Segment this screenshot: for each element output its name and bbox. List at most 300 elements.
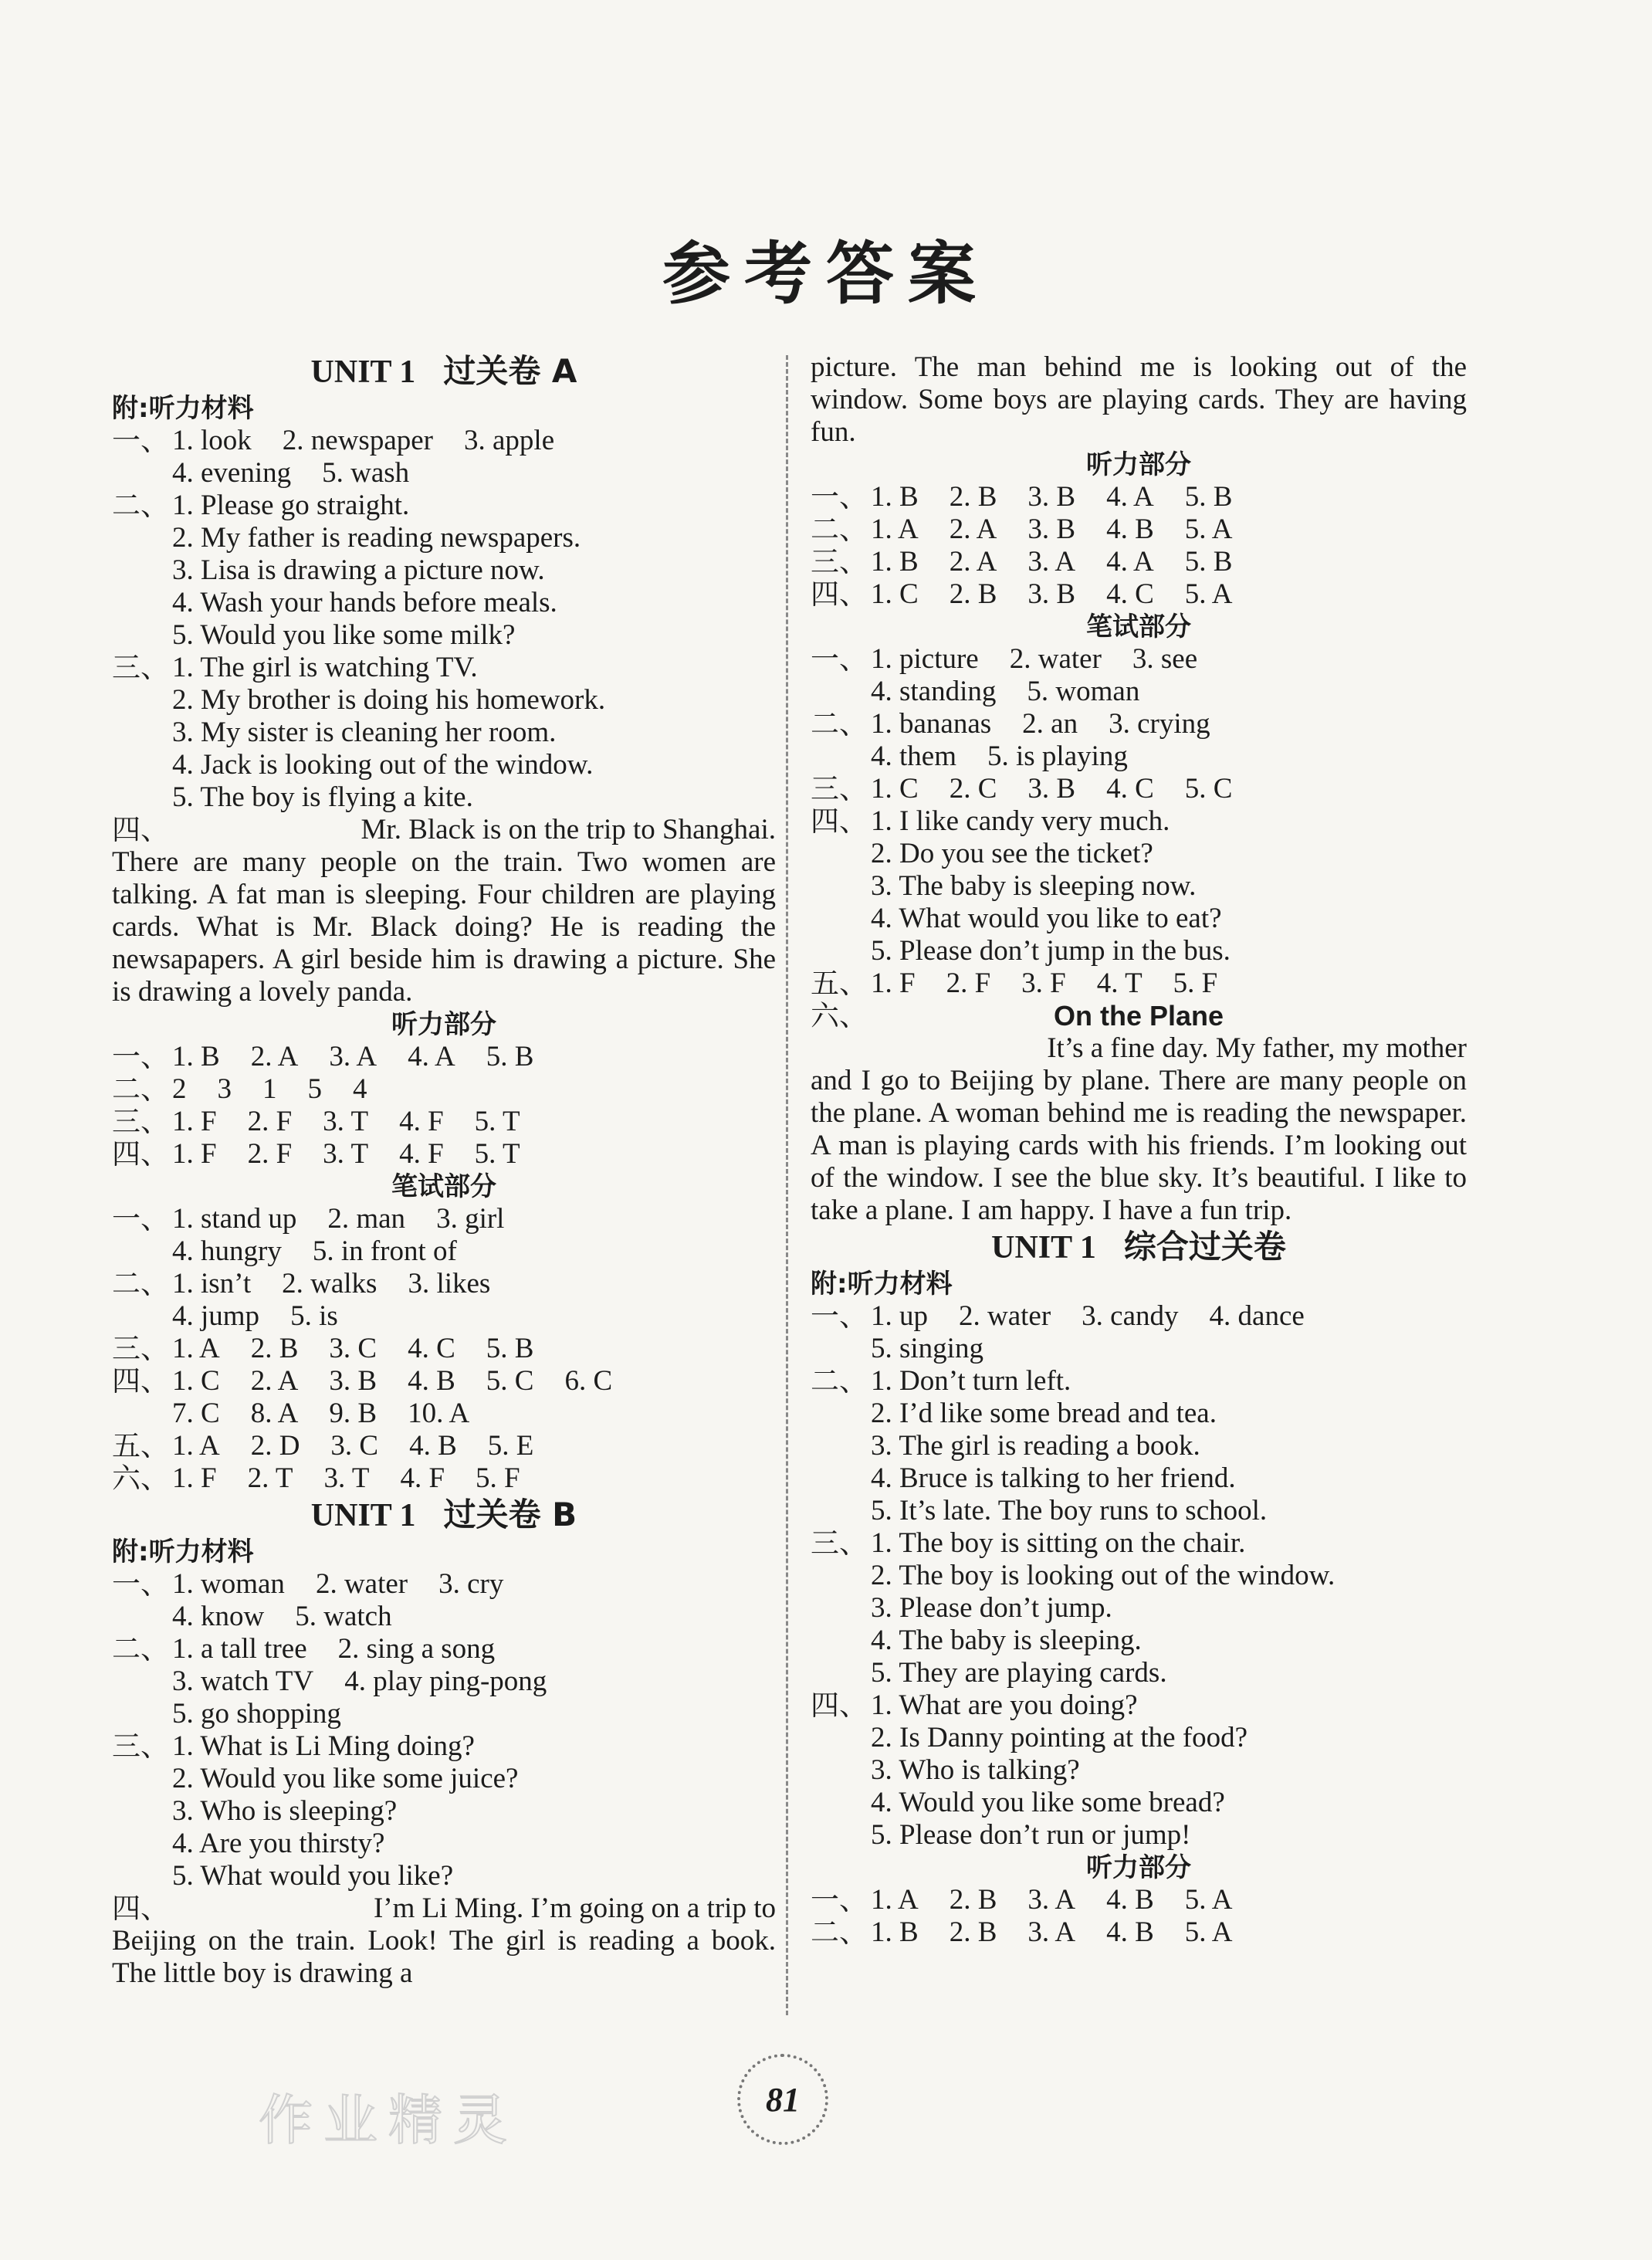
answer-item: 5. singing bbox=[871, 1333, 983, 1364]
unit-name: UNIT 1 bbox=[310, 354, 416, 390]
watermark-logo: 作业精灵 bbox=[259, 2089, 518, 2152]
section-heading: 听力部分 bbox=[391, 1009, 496, 1040]
answer-item: 5. C bbox=[1184, 773, 1233, 805]
answer-item: 5. What would you like? bbox=[172, 1860, 454, 1892]
answer-item: 1. woman bbox=[172, 1568, 285, 1600]
answer-item: 2. man bbox=[327, 1203, 406, 1235]
answer-item: 4. C bbox=[1106, 773, 1154, 805]
answer-item: 5. Please don’t run or jump! bbox=[871, 1819, 1191, 1851]
answer-item: 2. C bbox=[949, 773, 997, 805]
passage-text: There are many people on the train. Two women are talking. A fat man is sleeping. Four children are playing cards. What is Mr. Black doing? He is reading the newsapapers. A girl beside him is drawing a picture. She is drawing a lovely panda. bbox=[112, 846, 776, 1008]
answer-item: 1. F bbox=[172, 1106, 217, 1137]
answer-items bbox=[871, 643, 1228, 676]
answer-item: 2. B bbox=[949, 578, 997, 610]
answer-item: 5. watch bbox=[295, 1601, 392, 1632]
answer-row bbox=[811, 481, 1467, 513]
answer-row bbox=[811, 1300, 1467, 1333]
section-heading: 笔试部分 bbox=[1086, 612, 1191, 642]
answer-item: 4. Are you thirsty? bbox=[172, 1828, 385, 1859]
answer-item: 3. A bbox=[329, 1041, 377, 1072]
answer-items bbox=[172, 425, 585, 457]
answer-item: 4. hungry bbox=[172, 1235, 282, 1267]
answer-row bbox=[112, 1730, 776, 1763]
answer-row bbox=[112, 1430, 776, 1462]
answer-row-continued bbox=[811, 1462, 1467, 1495]
answer-item: 5. go shopping bbox=[172, 1698, 341, 1730]
answer-item: 4. C bbox=[1106, 578, 1154, 610]
answer-item: 3. A bbox=[1027, 546, 1076, 578]
answer-row-continued bbox=[112, 1828, 776, 1860]
question-marker: 二、 bbox=[811, 1364, 868, 1398]
answer-row bbox=[811, 1916, 1467, 1949]
answer-row-continued bbox=[811, 676, 1467, 708]
answer-item: 1. Please go straight. bbox=[172, 490, 410, 521]
answer-row-continued bbox=[811, 1657, 1467, 1689]
question-marker: 五、 bbox=[112, 1429, 169, 1462]
question-marker: 六、 bbox=[112, 1462, 169, 1495]
answer-item: 3. B bbox=[1027, 481, 1076, 513]
answer-item: 1. stand up bbox=[172, 1203, 297, 1235]
question-marker: 三、 bbox=[112, 1105, 169, 1138]
answer-item: 5. T bbox=[474, 1106, 520, 1137]
question-marker: 一、 bbox=[112, 424, 169, 457]
question-marker: 二、 bbox=[112, 489, 169, 522]
answer-row-continued bbox=[112, 1665, 776, 1698]
answer-item: 1. C bbox=[871, 773, 919, 805]
answer-item: 4. standing bbox=[871, 676, 997, 707]
answer-item: 2. B bbox=[949, 1916, 997, 1948]
section-heading: 听力部分 bbox=[1086, 449, 1191, 480]
answer-item: 2. A bbox=[250, 1041, 299, 1072]
question-marker: 二、 bbox=[811, 513, 868, 546]
question-marker: 三、 bbox=[112, 1730, 169, 1763]
answer-item: 5. C bbox=[486, 1365, 534, 1397]
question-marker: 二、 bbox=[112, 1072, 169, 1106]
answer-items bbox=[871, 1365, 1102, 1398]
answer-row bbox=[112, 1365, 776, 1398]
question-marker bbox=[811, 1032, 871, 1065]
passage-text: Beijing on the train. Look! The girl is reading a book. The little boy is drawing a bbox=[112, 1925, 776, 1989]
question-marker: 一、 bbox=[112, 1567, 169, 1601]
answer-item: 1. C bbox=[172, 1365, 220, 1397]
answer-row bbox=[811, 546, 1467, 578]
answer-row bbox=[112, 1268, 776, 1300]
answer-item: 3. Lisa is drawing a picture now. bbox=[172, 554, 545, 586]
answer-item: 5. E bbox=[487, 1430, 534, 1462]
passage bbox=[112, 1892, 776, 1990]
answer-item: 3. B bbox=[329, 1365, 377, 1397]
listening-material-label: 附:听力材料 bbox=[811, 1269, 953, 1299]
answer-item: 5. woman bbox=[1027, 676, 1140, 707]
answer-row bbox=[811, 513, 1467, 546]
answer-item: 4. evening bbox=[172, 457, 292, 489]
answer-row bbox=[811, 1365, 1467, 1398]
answer-item: 4. F bbox=[400, 1462, 445, 1494]
unit-subtitle: 过关卷 B bbox=[443, 1496, 577, 1533]
answer-item: 5. A bbox=[1184, 1884, 1233, 1916]
question-marker: 六、 bbox=[811, 999, 868, 1032]
question-marker: 三、 bbox=[811, 772, 868, 805]
listening-material-label: 附:听力材料 bbox=[112, 393, 254, 424]
answer-row-continued bbox=[811, 1787, 1467, 1819]
passage bbox=[811, 351, 1467, 449]
answer-items bbox=[172, 1365, 643, 1398]
unit-heading bbox=[112, 351, 776, 392]
answer-row-continued bbox=[811, 1333, 1467, 1365]
question-marker: 四、 bbox=[112, 1364, 169, 1398]
answer-row-continued bbox=[112, 1698, 776, 1730]
answer-items bbox=[871, 578, 1263, 611]
answer-item: 4. A bbox=[408, 1041, 455, 1072]
answer-row bbox=[112, 1462, 776, 1495]
passage-first-line bbox=[112, 814, 776, 846]
answer-row-continued bbox=[811, 1819, 1467, 1852]
answer-item: 1. The boy is sitting on the chair. bbox=[871, 1527, 1246, 1559]
answer-item: 2. My father is reading newspapers. bbox=[172, 522, 581, 554]
answer-items bbox=[871, 1300, 1335, 1333]
question-marker: 三、 bbox=[811, 1526, 868, 1560]
answer-item: 1. A bbox=[172, 1430, 220, 1462]
answer-item: 3. Who is sleeping? bbox=[172, 1795, 398, 1827]
answer-items bbox=[172, 1268, 521, 1300]
answer-item: 3. likes bbox=[408, 1268, 491, 1299]
answer-items bbox=[871, 1527, 1276, 1560]
answer-items bbox=[871, 481, 1263, 513]
answer-item: 5. B bbox=[1184, 481, 1233, 513]
answer-items bbox=[172, 1462, 551, 1495]
answer-item: 3. B bbox=[1027, 513, 1076, 545]
answer-row-continued bbox=[112, 717, 776, 749]
answer-item: 4. A bbox=[1106, 481, 1154, 513]
story-title: On the Plane bbox=[1053, 1000, 1224, 1032]
answer-item: 1. B bbox=[871, 1916, 919, 1948]
answer-item: 2. water bbox=[959, 1300, 1051, 1332]
question-marker: 四、 bbox=[112, 1137, 169, 1171]
answer-item: 6. C bbox=[564, 1365, 613, 1397]
answer-items bbox=[172, 1633, 526, 1665]
answer-item: 2. D bbox=[250, 1430, 300, 1462]
question-marker: 四、 bbox=[112, 813, 169, 846]
passage bbox=[112, 814, 776, 1008]
answer-item: 4. dance bbox=[1209, 1300, 1305, 1332]
answer-item: 2. The boy is looking out of the window. bbox=[871, 1560, 1335, 1591]
answer-row-continued bbox=[112, 587, 776, 619]
answer-row-continued bbox=[811, 1430, 1467, 1462]
answer-row bbox=[811, 773, 1467, 805]
answer-item: 3. B bbox=[1027, 773, 1076, 805]
answer-items bbox=[172, 1730, 506, 1763]
answer-item: 1. picture bbox=[871, 643, 979, 675]
answer-item: 5. wash bbox=[322, 457, 410, 489]
answer-item: 2. Is Danny pointing at the food? bbox=[871, 1722, 1248, 1753]
answer-item: 1. look bbox=[172, 425, 252, 456]
answer-item: 3. see bbox=[1132, 643, 1198, 675]
answer-item: 2. sing a song bbox=[337, 1633, 496, 1665]
answer-item: 3. A bbox=[1027, 1916, 1076, 1948]
answer-item: 2. B bbox=[949, 1884, 997, 1916]
answer-item: 1. up bbox=[871, 1300, 928, 1332]
answer-item: 4. them bbox=[871, 740, 956, 772]
answer-item: 2. water bbox=[1009, 643, 1102, 675]
answer-item: 3. A bbox=[1027, 1884, 1076, 1916]
answer-item: 5. is playing bbox=[987, 740, 1128, 772]
answer-row-continued bbox=[811, 1495, 1467, 1527]
answer-row bbox=[811, 805, 1467, 838]
answer-row-continued bbox=[811, 1398, 1467, 1430]
answer-items bbox=[871, 1916, 1263, 1949]
answer-item: 1. F bbox=[172, 1462, 217, 1494]
answer-item: 1. The girl is watching TV. bbox=[172, 652, 478, 683]
answer-item: 3. T bbox=[323, 1106, 369, 1137]
answer-item: 3. candy bbox=[1082, 1300, 1179, 1332]
unit-subtitle: 综合过关卷 bbox=[1123, 1228, 1286, 1266]
answer-item: 2. newspaper bbox=[282, 425, 433, 456]
unit-subtitle: 过关卷 A bbox=[443, 352, 577, 390]
answer-item: 4. B bbox=[409, 1430, 457, 1462]
answer-item: 2. T bbox=[247, 1462, 293, 1494]
answer-row-continued bbox=[811, 1592, 1467, 1625]
answer-item: 1. B bbox=[871, 546, 919, 578]
answer-item: 2. A bbox=[250, 1365, 299, 1397]
answer-item: 1. A bbox=[871, 1884, 919, 1916]
question-marker: 二、 bbox=[811, 1916, 868, 1949]
passage bbox=[811, 1032, 1467, 1227]
answer-item: 4. What would you like to eat? bbox=[871, 903, 1222, 934]
answer-row bbox=[112, 1106, 776, 1138]
answer-row bbox=[112, 1138, 776, 1171]
answer-item: 3. My sister is cleaning her room. bbox=[172, 717, 557, 748]
answer-item: 1. F bbox=[172, 1138, 217, 1170]
question-marker: 二、 bbox=[112, 1267, 169, 1300]
answer-item: 3 bbox=[217, 1073, 232, 1105]
answer-item: 3. Who is talking? bbox=[871, 1754, 1080, 1786]
answer-items bbox=[871, 1884, 1263, 1916]
answer-item: 4. play ping-pong bbox=[344, 1665, 547, 1697]
answer-item: 4. F bbox=[399, 1106, 444, 1137]
answer-items bbox=[172, 1041, 564, 1073]
answer-row bbox=[811, 708, 1467, 740]
passage-text: picture. The man behind me is looking out of the window. Some boys are playing cards. They are having fun. bbox=[811, 351, 1467, 448]
question-marker: 四、 bbox=[811, 805, 868, 838]
answer-items bbox=[871, 513, 1263, 546]
answer-item: 4. B bbox=[1106, 1916, 1154, 1948]
answer-item: 5. They are playing cards. bbox=[871, 1657, 1167, 1689]
answer-items bbox=[172, 1138, 551, 1171]
answer-item: 4. Bruce is talking to her friend. bbox=[871, 1462, 1236, 1494]
answer-item: 4. F bbox=[399, 1138, 444, 1170]
answer-row bbox=[112, 1568, 776, 1601]
unit-heading bbox=[811, 1227, 1467, 1268]
answer-item: 4. A bbox=[1106, 546, 1154, 578]
answer-row-continued bbox=[811, 740, 1467, 773]
answer-items bbox=[172, 1333, 564, 1365]
question-marker: 四、 bbox=[811, 578, 868, 611]
answer-item: 1. B bbox=[172, 1041, 220, 1072]
answer-item: 4. Would you like some bread? bbox=[871, 1787, 1225, 1818]
answer-row bbox=[811, 1884, 1467, 1916]
answer-row bbox=[112, 1041, 776, 1073]
answer-row-continued bbox=[811, 838, 1467, 870]
answer-item: 2. My brother is doing his homework. bbox=[172, 684, 606, 716]
question-marker: 四、 bbox=[112, 1892, 169, 1925]
answer-item: 8. A bbox=[250, 1398, 299, 1429]
answer-item: 3. F bbox=[1021, 967, 1066, 999]
answer-row-continued bbox=[112, 1601, 776, 1633]
answer-items bbox=[172, 1568, 534, 1601]
answer-row-continued bbox=[811, 1754, 1467, 1787]
answer-row bbox=[112, 652, 776, 684]
answer-row-continued bbox=[112, 554, 776, 587]
answer-row bbox=[811, 643, 1467, 676]
answer-row-continued bbox=[112, 684, 776, 717]
answer-item: 3. The baby is sleeping now. bbox=[871, 870, 1197, 902]
question-marker: 二、 bbox=[112, 1632, 169, 1665]
answer-items bbox=[172, 1203, 535, 1235]
answer-items bbox=[871, 708, 1241, 740]
answer-item: 1. F bbox=[871, 967, 916, 999]
page-number: 81 bbox=[737, 2054, 828, 2145]
answer-item: 5. B bbox=[486, 1041, 534, 1072]
passage-text: and I go to Beijing by plane. There are many people on the plane. A woman behind me is reading the newspaper. A man is playing cards with his friends. I’m looking out of the window. I see the blue sky. It’s beautiful. I like to take a plane. I am happy. I have a fun trip. bbox=[811, 1065, 1467, 1226]
answer-row bbox=[112, 1203, 776, 1235]
answer-item: 9. B bbox=[329, 1398, 377, 1429]
answer-item: 2. A bbox=[949, 546, 997, 578]
unit-name: UNIT 1 bbox=[310, 1498, 416, 1533]
question-marker: 五、 bbox=[811, 967, 868, 1000]
answer-row-continued bbox=[112, 522, 776, 554]
answer-item: 1. a tall tree bbox=[172, 1633, 307, 1665]
answer-item: 3. T bbox=[323, 1138, 369, 1170]
answer-item: 2. F bbox=[946, 967, 991, 999]
answer-item: 4. Jack is looking out of the window. bbox=[172, 749, 594, 781]
answer-items bbox=[172, 490, 440, 522]
answer-row-continued bbox=[811, 935, 1467, 967]
answer-item: 5. A bbox=[1184, 513, 1233, 545]
answer-item: 4. know bbox=[172, 1601, 265, 1632]
answer-row-continued bbox=[112, 1763, 776, 1795]
answer-item: 1. C bbox=[871, 578, 919, 610]
answer-row bbox=[112, 425, 776, 457]
answer-items bbox=[871, 967, 1248, 1000]
answer-item: 3. T bbox=[323, 1462, 370, 1494]
answer-item: 3. crying bbox=[1109, 708, 1210, 740]
question-marker: 三、 bbox=[112, 651, 169, 684]
answer-item: 2. F bbox=[247, 1106, 293, 1137]
answer-item: 5. T bbox=[474, 1138, 520, 1170]
answer-item: 2. A bbox=[949, 513, 997, 545]
question-marker: 一、 bbox=[811, 1883, 868, 1916]
answer-row-continued bbox=[112, 619, 776, 652]
answer-item: 4. C bbox=[408, 1333, 455, 1364]
answer-row-continued bbox=[811, 903, 1467, 935]
question-marker: 一、 bbox=[811, 642, 868, 676]
answer-item: 5. Please don’t jump in the bus. bbox=[871, 935, 1231, 967]
answer-item: 1. What is Li Ming doing? bbox=[172, 1730, 475, 1762]
answer-items bbox=[172, 652, 509, 684]
answer-items bbox=[871, 1689, 1169, 1722]
answer-item: 1 bbox=[262, 1073, 277, 1105]
left-column bbox=[112, 351, 776, 1990]
question-marker: 四、 bbox=[811, 1689, 868, 1722]
answer-item: 2. B bbox=[949, 481, 997, 513]
answer-row bbox=[811, 967, 1467, 1000]
answer-items bbox=[172, 1106, 551, 1138]
answer-row bbox=[811, 1689, 1467, 1722]
answer-item: 2. an bbox=[1022, 708, 1078, 740]
answer-item: 2. walks bbox=[282, 1268, 377, 1299]
passage-first-text: I’m Li Ming. I’m going on a trip to bbox=[373, 1892, 776, 1924]
answer-item: 5. F bbox=[1173, 967, 1218, 999]
question-marker: 三、 bbox=[112, 1332, 169, 1365]
answer-row-continued bbox=[112, 749, 776, 781]
answer-item: 2. I’d like some bread and tea. bbox=[871, 1398, 1217, 1429]
answer-row bbox=[112, 1073, 776, 1106]
passage-first-text: It’s a fine day. My father, my mother bbox=[1047, 1032, 1467, 1064]
answer-item: 5. in front of bbox=[312, 1235, 457, 1267]
answer-items bbox=[172, 1073, 398, 1106]
answer-item: 2. B bbox=[250, 1333, 299, 1364]
answer-item: 2. Would you like some juice? bbox=[172, 1763, 519, 1794]
answer-item: 5 bbox=[307, 1073, 322, 1105]
answer-row-continued bbox=[811, 1560, 1467, 1592]
answer-item: 3. C bbox=[329, 1333, 377, 1364]
answer-row bbox=[811, 578, 1467, 611]
section-heading: 听力部分 bbox=[1086, 1852, 1191, 1883]
passage-first-line bbox=[112, 1892, 776, 1925]
answer-item: 1. B bbox=[871, 481, 919, 513]
unit-name: UNIT 1 bbox=[991, 1230, 1096, 1266]
answer-row bbox=[112, 490, 776, 522]
answer-item: 4. T bbox=[1096, 967, 1143, 999]
unit-heading bbox=[112, 1495, 776, 1536]
column-divider bbox=[786, 355, 788, 2015]
question-marker: 一、 bbox=[811, 480, 868, 513]
answer-item: 2. water bbox=[315, 1568, 408, 1600]
question-marker: 一、 bbox=[112, 1040, 169, 1073]
answer-item: 5. B bbox=[486, 1333, 534, 1364]
question-marker: 二、 bbox=[811, 707, 868, 740]
answer-items bbox=[871, 773, 1263, 805]
answer-item: 3. cry bbox=[438, 1568, 504, 1600]
answer-item: 2. Do you see the ticket? bbox=[871, 838, 1153, 869]
answer-item: 3. B bbox=[1027, 578, 1076, 610]
answer-item: 1. What are you doing? bbox=[871, 1689, 1138, 1721]
answer-item: 4. B bbox=[408, 1365, 455, 1397]
answer-items bbox=[172, 1430, 564, 1462]
answer-item: 3. watch TV bbox=[172, 1665, 314, 1697]
answer-row-continued bbox=[811, 1625, 1467, 1657]
answer-row-continued bbox=[112, 781, 776, 814]
question-marker: 一、 bbox=[811, 1299, 868, 1333]
answer-item: 7. C bbox=[172, 1398, 220, 1429]
answer-row bbox=[112, 1633, 776, 1665]
answer-item: 5. The boy is flying a kite. bbox=[172, 781, 473, 813]
answer-row-continued bbox=[112, 1235, 776, 1268]
passage-first-text: Mr. Black is on the trip to Shanghai. bbox=[361, 814, 776, 845]
answer-item: 1. A bbox=[172, 1333, 220, 1364]
answer-item: 4. jump bbox=[172, 1300, 260, 1332]
answer-item: 1. A bbox=[871, 513, 919, 545]
answer-item: 5. It’s late. The boy runs to school. bbox=[871, 1495, 1268, 1526]
answer-item: 2 bbox=[172, 1073, 187, 1105]
answer-item: 1. bananas bbox=[871, 708, 992, 740]
answer-row bbox=[811, 1527, 1467, 1560]
page-title: 参考答案 bbox=[662, 234, 990, 313]
answer-item: 3. The girl is reading a book. bbox=[871, 1430, 1200, 1462]
answer-row-continued bbox=[112, 1860, 776, 1892]
answer-row-continued bbox=[112, 1398, 776, 1430]
answer-item: 3. girl bbox=[436, 1203, 505, 1235]
